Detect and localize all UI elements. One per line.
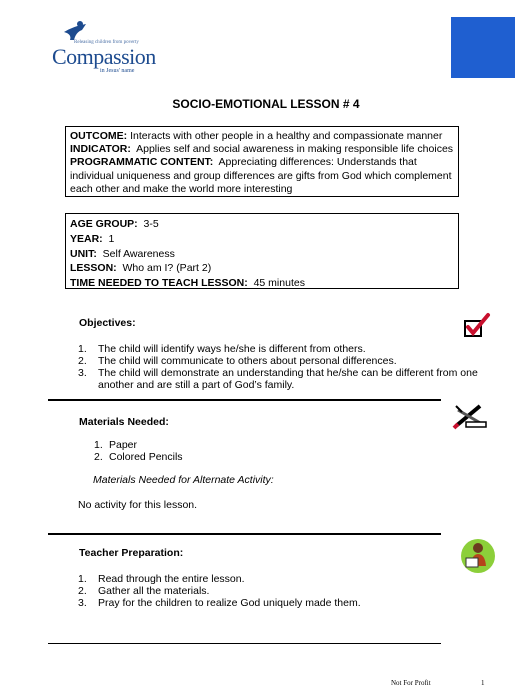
list-item: 3. Pray for the children to realize God uniquely made them. bbox=[78, 597, 361, 609]
list-item: 1. Read through the entire lesson. bbox=[78, 573, 245, 585]
indicator-text: Applies self and social awareness in making responsible life choices bbox=[130, 143, 454, 156]
content-text-line: each other and make the world more interesting bbox=[70, 182, 293, 195]
lesson-row bbox=[70, 261, 454, 276]
year-value: 1 bbox=[102, 232, 115, 245]
content-row bbox=[70, 156, 454, 169]
indicator-label: INDICATOR: bbox=[70, 143, 131, 156]
lesson-label: LESSON: bbox=[70, 262, 117, 275]
compassion-logo bbox=[52, 20, 167, 74]
year-row bbox=[70, 232, 454, 247]
list-item: 2. Gather all the materials. bbox=[78, 585, 210, 597]
alternate-materials-heading: Materials Needed for Alternate Activity: bbox=[93, 474, 274, 486]
list-item: 2. Colored Pencils bbox=[94, 451, 183, 463]
content-text-line: Appreciating differences: Understands that bbox=[213, 156, 417, 169]
content-text-line: individual uniqueness and group differences are gifts from God which complement bbox=[70, 169, 452, 182]
preparation-list bbox=[78, 573, 361, 609]
list-item: 1. Paper bbox=[94, 439, 138, 451]
teacher-clipart-icon bbox=[458, 536, 498, 576]
footer-divider bbox=[48, 643, 441, 644]
objectives-list bbox=[78, 343, 498, 391]
details-box bbox=[65, 213, 459, 289]
blue-color-block bbox=[451, 17, 515, 78]
footer-note: Not For Profit bbox=[391, 679, 431, 687]
section-divider bbox=[48, 533, 441, 535]
unit-row bbox=[70, 247, 454, 262]
logo-tagline: Releasing children from poverty bbox=[74, 40, 139, 45]
list-item: 2. The child will communicate to others about personal differences. bbox=[78, 355, 397, 367]
section-divider bbox=[48, 399, 441, 401]
outcome-row bbox=[70, 130, 454, 143]
preparation-heading: Teacher Preparation: bbox=[79, 547, 184, 559]
outcome-label: OUTCOME: bbox=[70, 130, 128, 142]
time-value: 45 minutes bbox=[247, 277, 305, 290]
outcome-text: Interacts with other people in a healthy and compassionate manner bbox=[127, 130, 443, 142]
age-group-value: 3-5 bbox=[137, 218, 159, 230]
list-item: 3. The child will demonstrate an understanding that he/she can be different from one another and are still a part of God’s family. bbox=[78, 367, 478, 391]
time-label: TIME NEEDED TO TEACH LESSON: bbox=[70, 277, 248, 290]
year-label: YEAR: bbox=[70, 232, 103, 245]
materials-list bbox=[94, 439, 183, 463]
logo-subtitle: in Jesus' name bbox=[100, 68, 135, 74]
pencil-tools-icon bbox=[452, 402, 488, 430]
list-item: 1. The child will identify ways he/she is different from others. bbox=[78, 343, 366, 355]
unit-label: UNIT: bbox=[70, 247, 97, 260]
checkbox-check-icon bbox=[463, 312, 491, 338]
lesson-value: Who am I? (Part 2) bbox=[116, 262, 212, 275]
indicator-row bbox=[70, 143, 454, 156]
alternate-materials-text: No activity for this lesson. bbox=[78, 499, 198, 511]
time-row bbox=[70, 276, 454, 291]
unit-value: Self Awareness bbox=[96, 247, 175, 260]
outcome-box bbox=[65, 126, 459, 197]
materials-heading: Materials Needed: bbox=[79, 416, 169, 428]
content-label: PROGRAMMATIC CONTENT: bbox=[70, 156, 214, 169]
page-title: SOCIO-EMOTIONAL LESSON # 4 bbox=[172, 97, 360, 111]
objectives-heading: Objectives: bbox=[79, 317, 136, 329]
page-number: 1 bbox=[481, 679, 485, 687]
age-group-label: AGE GROUP: bbox=[70, 218, 138, 230]
logo-wordmark: Compassion bbox=[52, 44, 156, 69]
age-group-row bbox=[70, 217, 454, 232]
